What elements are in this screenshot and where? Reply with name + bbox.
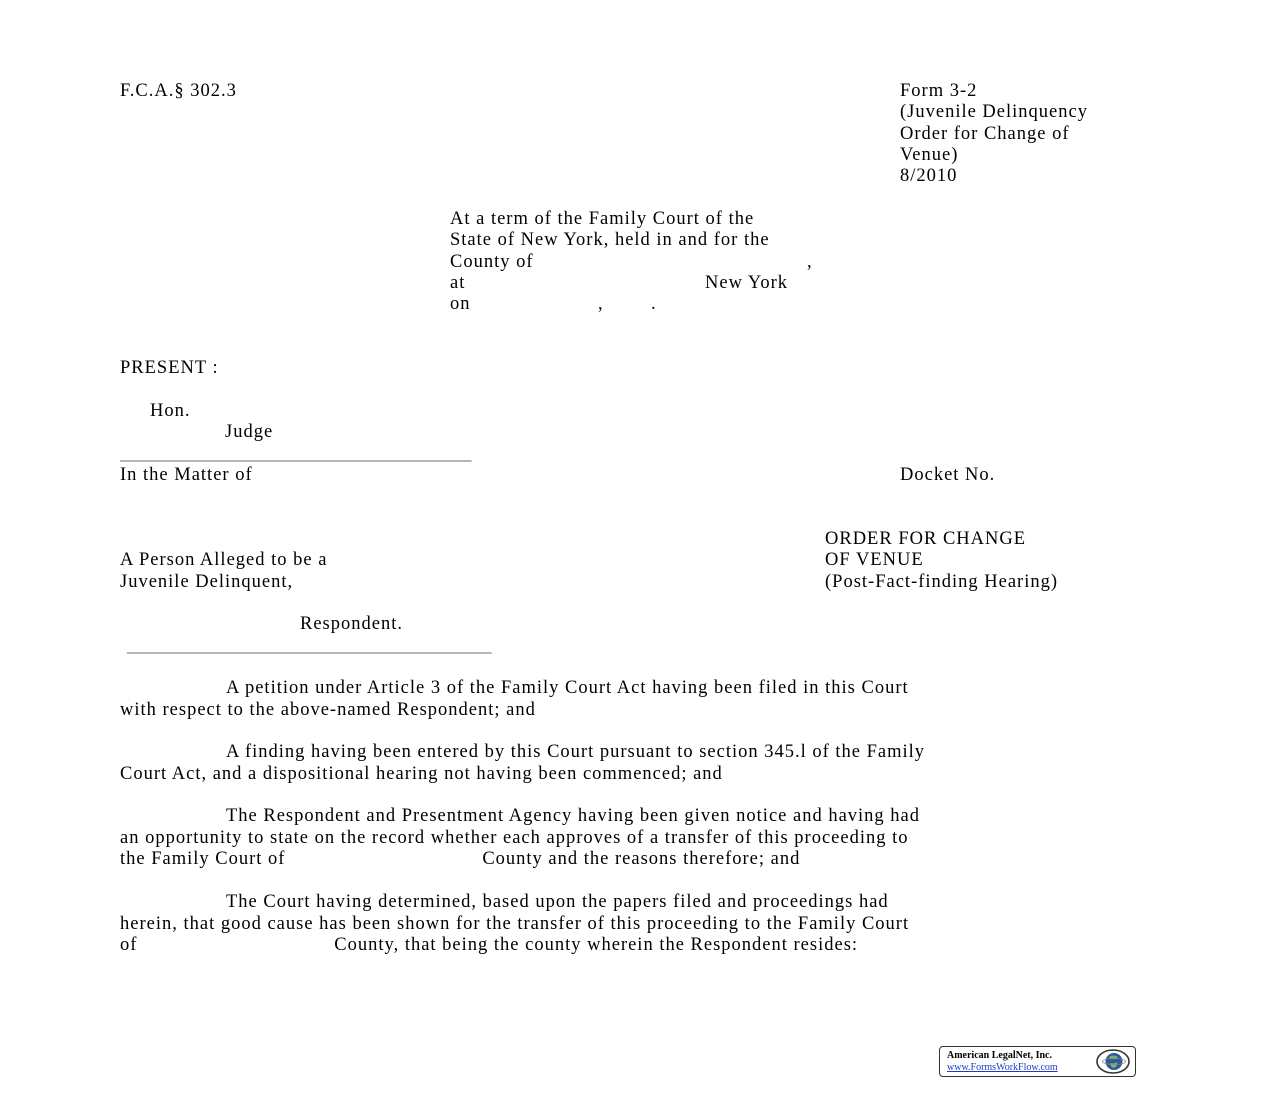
county-label: County of xyxy=(450,252,534,272)
statute-reference: F.C.A.§ 302.3 xyxy=(120,81,237,101)
order-title-line-1: ORDER FOR CHANGE xyxy=(825,529,1027,549)
paragraph-line: The Court having determined, based upon the papers filed and proceedings had xyxy=(226,892,889,912)
paragraph-line: The Respondent and Presentment Agency having been given notice and having had xyxy=(226,806,921,826)
judge-label: Judge xyxy=(225,422,274,442)
person-alleged-line-2: Juvenile Delinquent, xyxy=(120,572,294,592)
date-comma: , xyxy=(598,294,604,314)
paragraph-line: the Family Court of County and the reasons therefore; and xyxy=(120,849,801,869)
county-comma: , xyxy=(807,252,813,272)
footer-logo[interactable] xyxy=(939,1046,1136,1077)
paragraph-determination xyxy=(120,892,1150,957)
paragraph-line: herein, that good cause has been shown for the transfer of this proceeding to the Family Court xyxy=(120,913,910,934)
logo-url-link[interactable]: www.FormsWorkFlow.com xyxy=(947,1062,1058,1073)
hon-label: Hon. xyxy=(150,401,191,421)
on-label: on xyxy=(450,294,471,314)
in-the-matter-of: In the Matter of xyxy=(120,465,253,485)
form-title-line-2: Order for Change of xyxy=(900,124,1070,144)
paragraph-petition xyxy=(120,678,1150,721)
logo-company-name: American LegalNet, Inc. xyxy=(947,1050,1052,1061)
at-label: at xyxy=(450,273,466,293)
form-title-line-3: Venue) xyxy=(900,145,959,165)
paragraph-line: an opportunity to state on the record whether each approves of a transfer of this proceeding to xyxy=(120,827,909,848)
order-title-line-3: (Post-Fact-finding Hearing) xyxy=(825,572,1059,592)
paragraph-line: Court Act, and a dispositional hearing not having been commenced; and xyxy=(120,763,723,784)
caption-rule-bottom: ______________________________________ xyxy=(127,636,492,656)
paragraph-finding xyxy=(120,742,1150,785)
person-alleged-line-1: A Person Alleged to be a xyxy=(120,550,328,570)
docket-number-label: Docket No. xyxy=(900,465,996,485)
present-label: PRESENT : xyxy=(120,358,219,378)
paragraph-line: with respect to the above-named Respondent; and xyxy=(120,699,536,720)
paragraph-notice xyxy=(120,806,1150,871)
order-title-line-2: OF VENUE xyxy=(825,550,924,570)
paragraph-line: A petition under Article 3 of the Family Court Act having been filed in this Court xyxy=(226,678,909,698)
globe-icon xyxy=(1095,1049,1131,1074)
term-line-2: State of New York, held in and for the xyxy=(450,230,770,250)
paragraph-line: A finding having been entered by this Court pursuant to section 345.l of the Family xyxy=(226,742,926,762)
paragraph-line: of County, that being the county wherein the Respondent resides: xyxy=(120,935,859,955)
form-number: Form 3-2 xyxy=(900,81,978,101)
caption-rule-top: ______________________________________ xyxy=(120,444,472,464)
form-title-line-1: (Juvenile Delinquency xyxy=(900,102,1088,122)
form-date: 8/2010 xyxy=(900,166,958,186)
respondent-label: Respondent. xyxy=(300,614,403,634)
date-period: . xyxy=(651,294,657,314)
state-name: New York xyxy=(705,273,789,293)
term-line-1: At a term of the Family Court of the xyxy=(450,209,755,229)
